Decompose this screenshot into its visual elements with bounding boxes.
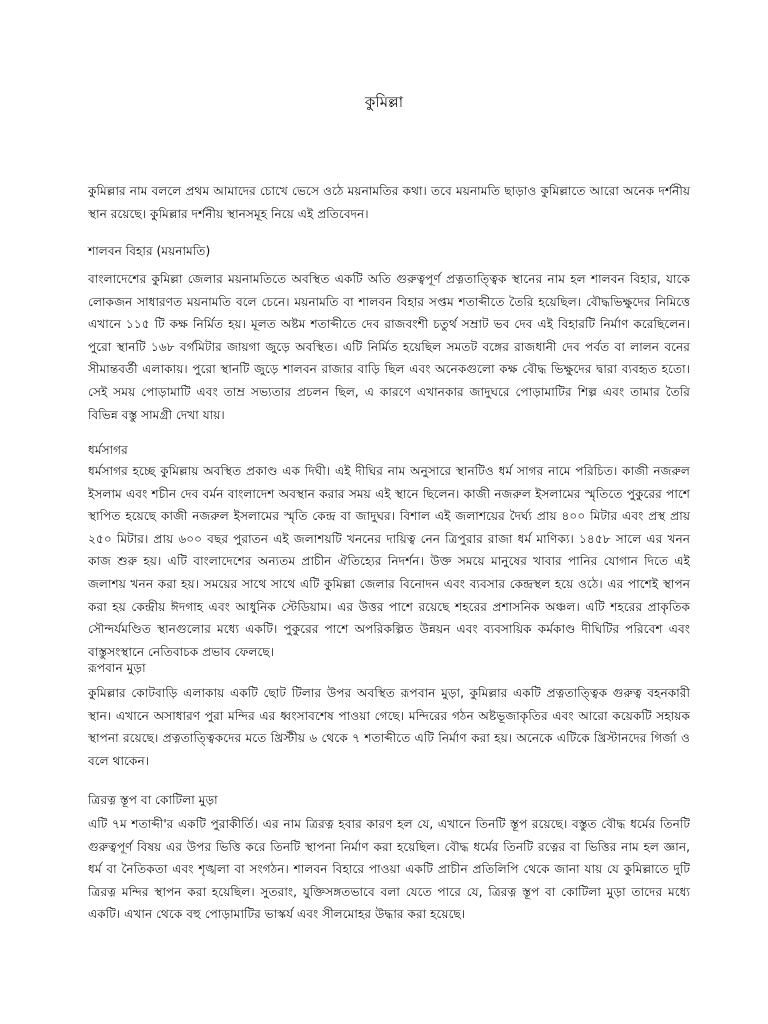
section-body-triratna-stupa: এটি ৭ম শতাব্দী'র একটি পুরাকীর্তি। এর নাম ত্রিরত্ন হবার কারণ হল যে, এখানে তিনটি স্তূপ রয়েছে। বস্তুত বৌদ্ধ ধর্মের তিনটি গুরুত্বপূর্ণ বিষয় এর উপর ভিত্তি করে তিনটি স্থাপনা নির্মাণ করা হয়েছিল। বৌদ্ধ ধর্মের তিনটি রত্নের বা ভিত্তির নাম হল জ্ঞান, ধর্ম বা নৈতিকতা এবং শৃঙ্খলা বা সংগঠন। শালবন বিহারে পাওয়া একটি প্রাচীন প্রতিলিপি থেকে জানা যায় যে কুমিল্লাতে দুটি ত্রিরত্ন মন্দির স্থাপন করা হয়েছিল। সুতরাং, যুক্তিসঙ্গতভাবে বলা যেতে পারে যে, ত্রিরত্ন স্তূপ বা কোটিলা মুড়া তাদের মধ্যে একটি। এখান থেকে বহু পোড়ামাটির ভাস্কর্য এবং সীলমোহর উদ্ধার করা হয়েছে। [88, 817, 690, 922]
section-heading-shalban-vihara: শালবন বিহার (ময়নামতি) [88, 244, 211, 258]
document-title: কুমিল্লা [364, 93, 404, 111]
section-body-rupban-mura: কুমিল্লার কোটবাড়ি এলাকায় একটি ছোট টিলার উপর অবস্থিত রূপবান মুড়া, কুমিল্লার একটি প্রত্নতাত্ত্বিক গুরুত্ব বহনকারী স্থান। এখানে অসাধারণ পুরা মন্দির এর ধ্বংসাবশেষ পাওয়া গেছে। মন্দিরের গঠন অষ্টভূজাকৃতির এবং আরো কয়েকটি সহায়ক স্থাপনা রয়েছে। প্রত্নতাত্ত্বিকদের মতে খ্রিস্টীয় ৬ থেকে ৭ শতাব্দীতে এটি নির্মাণ করা হয়। অনেকে এটিকে খ্রিস্টানদের গির্জা ও বলে থাকেন। [88, 686, 690, 768]
section-heading-dharmasagar: ধর্মসাগর [88, 443, 128, 457]
section-heading-triratna-stupa: ত্রিরত্ন স্তূপ বা কোটিলা মুড়া [88, 793, 218, 807]
intro-paragraph: কুমিল্লার নাম বললে প্রথম আমাদের চোখে ভেসে ওঠে ময়নামতির কথা। তবে ময়নামতি ছাড়াও কুমিল্লাতে আরো অনেক দর্শনীয় স্থান রয়েছে। কুমিল্লার দর্শনীয় স্থানসমূহ নিয়ে এই প্রতিবেদন। [88, 184, 690, 221]
section-body-dharmasagar: ধর্মসাগর হচ্ছে কুমিল্লায় অবস্থিত প্রকাণ্ড এক দিঘী। এই দীঘির নাম অনুসারে স্থানটিও ধর্ম সাগর নামে পরিচিত। কাজী নজরুল ইসলাম এবং শচীন দেব বর্মন বাংলাদেশ অবস্থান করার সময় এই স্থানে ছিলেন। কাজী নজরুল ইসলামের স্মৃতিতে পুকুরের পাশে স্থাপিত হয়েছে কাজী নজরুল ইসলামের স্মৃতি কেন্দ্র বা জাদুঘর। বিশাল এই জলাশয়ের দৈর্ঘ্য প্রায় ৪০০ মিটার এবং প্রস্থ প্রায় ২৫০ মিটার। প্রায় ৬০০ বছর পুরাতন এই জলাশয়টি খননের দায়িত্ব নেন ত্রিপুরার রাজা ধর্ম মাণিক্য। ১৪৫৮ সালে এর খনন কাজ শুরু হয়। এটি বাংলাদেশের অন্যতম প্রাচীন ঐতিহ্যের নিদর্শন। উক্ত সময়ে মানুষের খাবার পানির যোগান দিতে এই জলাশয় খনন করা হয়। সময়ের সাথে সাথে এটি কুমিল্লা জেলার বিনোদন এবং ব্যবসার কেন্দ্রস্থল হয়ে ওঠে। এর পাশেই স্থাপন করা হয় কেন্দ্রীয় ঈদগাহ এবং আধুনিক স্টেডিয়াম। এর উত্তর পাশে রয়েছে শহরের প্রশাসনিক অঞ্চল। এটি শহরের প্রাকৃতিক সৌন্দর্যমণ্ডিত স্থানগুলোর মধ্যে একটি। পুকুরের পাশে অপরিকল্পিত উন্নয়ন এবং ব্যবসায়িক কর্মকাণ্ড দীঘিটির পরিবেশ এবং বাস্তুসংস্থানে নেতিবাচক প্রভাব ফেলছে। [88, 464, 690, 659]
section-heading-rupban-mura: রূপবান মুড়া [88, 661, 146, 675]
section-body-shalban-vihara: বাংলাদেশের কুমিল্লা জেলার ময়নামতিতে অবস্থিত একটি অতি গুরুত্বপূর্ণ প্রত্নতাত্ত্বিক স্থানের নাম হল শালবন বিহার, যাকে লোকজন সাধারণত ময়নামতি বলে চেনে। ময়নামতি বা শালবন বিহার সপ্তম শতাব্দীতে তৈরি হয়েছিল। বৌদ্ধভিক্ষুদের নিমিত্তে এখানে ১১৫ টি কক্ষ নির্মিত হয়। মূলত অষ্টম শতাব্দীতে দেব রাজবংশী চতুর্থ সম্রাট ভব দেব এই বিহারটি নির্মাণ করেছিলেন। পুরো স্থানটি ১৬৮ বর্গমিটার জায়গা জুড়ে অবস্থিত। এটি নির্মিত হয়েছিল সমতট বঙ্গের রাজধানী দেব পর্বত বা লালন বনের সীমান্তবর্তী এলাকায়। পুরো স্থানটি জুড়ে শালবন রাজার বাড়ি ছিল এবং অনেকগুলো কক্ষ বৌদ্ধ ভিক্ষুদের দ্বারা ব্যবহৃত হতো। সেই সময় পোড়ামাটি এবং তাম্র সভ্যতার প্রচলন ছিল, এ কারণে এখানকার জাদুঘরে পোড়ামাটির শিল্প এবং তামার তৈরি বিভিন্ন বস্তু সামগ্রী দেখা যায়। [88, 272, 690, 422]
